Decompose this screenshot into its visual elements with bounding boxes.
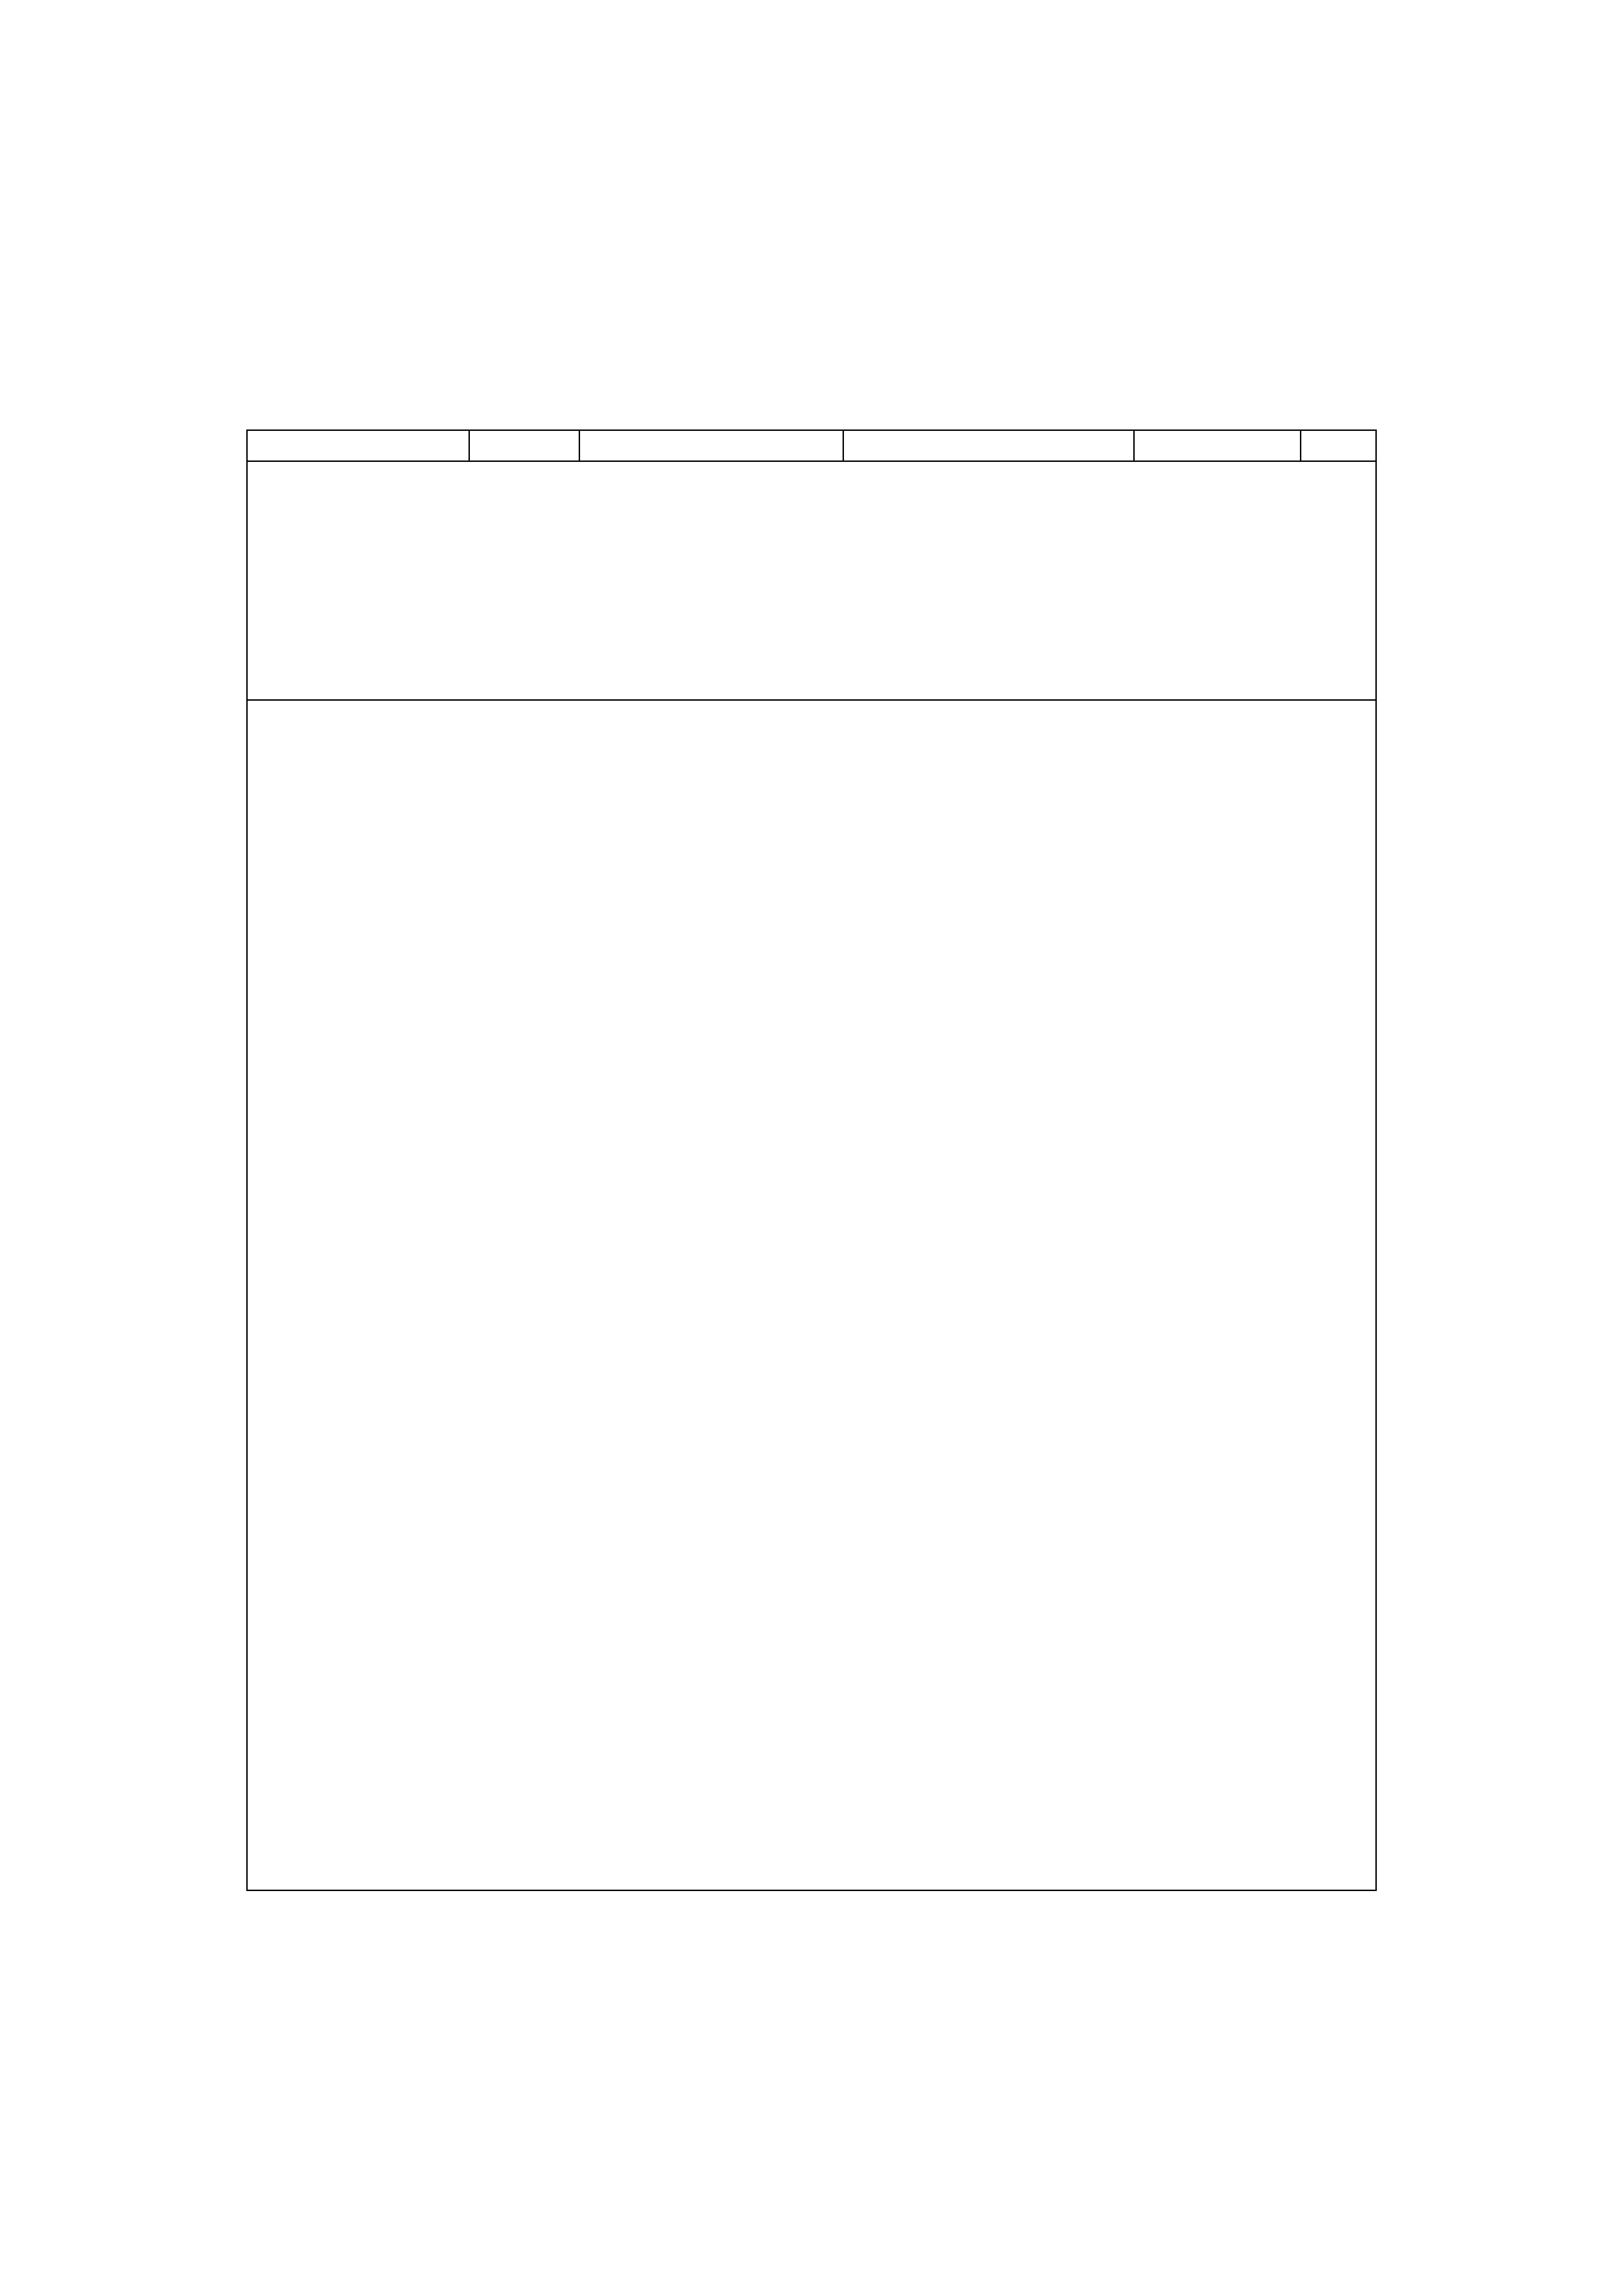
column-header-machinery [1135, 431, 1301, 460]
column-header-supplies [1301, 431, 1375, 460]
vessel-record [248, 462, 1375, 701]
column-header-dimensions [470, 431, 580, 460]
table-column-headers [248, 431, 1375, 462]
column-header-vessel [248, 431, 470, 460]
column-header-hull [844, 431, 1135, 460]
column-header-class [580, 431, 844, 460]
ship-register-table [246, 429, 1377, 1891]
